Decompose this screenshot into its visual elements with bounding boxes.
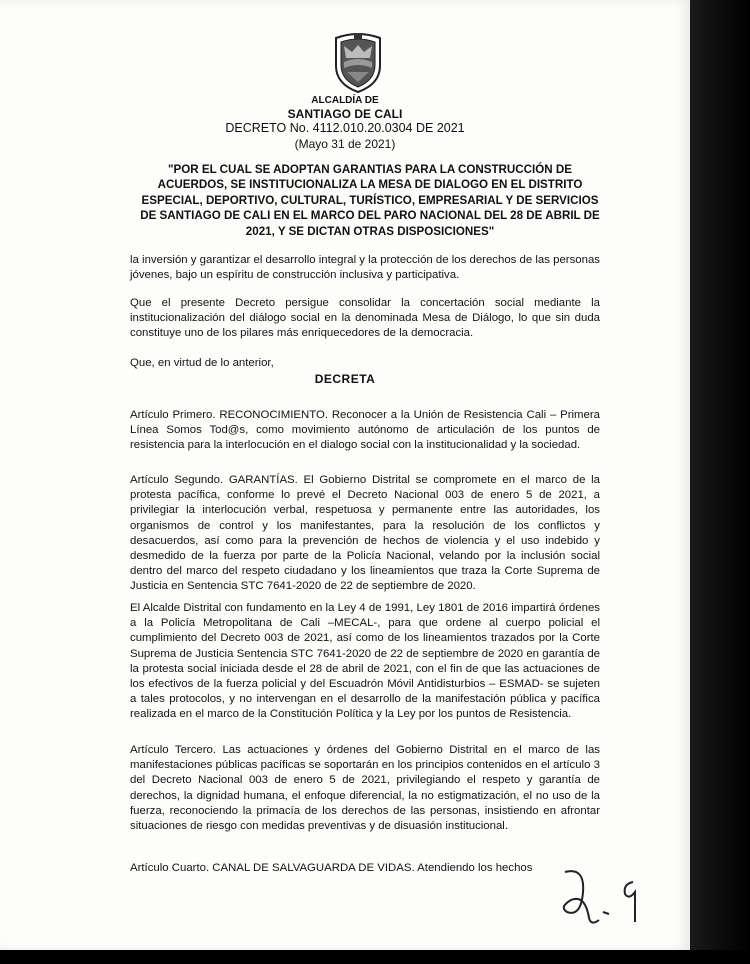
coat-of-arms-icon bbox=[332, 32, 384, 94]
article-first: Artículo Primero. RECONOCIMIENTO. Reconocer a la Unión de Resistencia Cali – Primera Línea Somos Tod@s, como movimiento autónomo de articulación de los puntos de resistencia para la interlocución en el dialogo social con la institucionalidad y la sociedad. bbox=[130, 409, 600, 452]
article-third: Artículo Tercero. Las actuaciones y órdenes del Gobierno Distrital en el marco de las manifestaciones públicas pacíficas se soportarán en los principios contenidos en el artículo 3 del Decreto Nacional 003 de enero 5 de 2021, privilegiando el respeto y garantía de derechos, la dignidad humana, el enfoque diferencial, la no estigmatización, el no uso de la fuerza, reconociendo la primacía de los derechos de las personas, insistiendo en afrontar situaciones de riesgo con medidas preventivas y de disuasión institucional. bbox=[130, 744, 600, 833]
handwritten-signature bbox=[555, 862, 655, 932]
city-name: SANTIAGO DE CALI bbox=[287, 107, 403, 121]
paragraph-investment: la inversión y garantizar el desarrollo integral y la protección de los derechos de las personas jóvenes, bajo un espíritu de construcción inclusiva y participativa. bbox=[130, 254, 600, 282]
article-second: Artículo Segundo. GARANTÍAS. El Gobierno Distrital se compromete en el marco de la protesta pacífica, conforme lo prevé el Decreto Nacional 003 de enero 5 de 2021, a privilegiar la interlocución verbal, respetuosa y permanente entre las autoridades, los organismos de control y los manifestantes, para la resolución de los conflictos y desacuerdos, así como para la prevención de hechos de violencia y el uso indebido y desmedido de la fuerza por parte de la Policía Nacional, velando por la inclusión social dentro del marco del respeto ciudadano y los lineamientos que traza la Corte Suprema de Justicia en Sentencia STC 7641-2020 de 22 de septiembre de 2020. bbox=[130, 474, 600, 593]
paragraph-mayor-orders: El Alcalde Distrital con fundamento en la Ley 4 de 1991, Ley 1801 de 2016 impartirá órdenes a la Policía Metropolitana de Cali –MECAL-, para que ordene al cuerpo policial el cumplimiento del Decreto 003 de 2021, así como de los lineamientos trazados por la Corte Suprema de Justicia Sentencia STC 7641-2020 de 22 de septiembre de 2020 en garantía de la protesta social iniciada desde el 28 de abril de 2021, con el fin de que las actuaciones de los efectivos de la fuerza policial y del Escuadrón Móvil Antidisturbios – ESMAD- se sujeten a tales protocolos, y no intervengan en el desarrollo de la manifestación pública y pacífica realizada en el marco de la Constitución Política y la Ley por los puntos de Resistencia. bbox=[130, 602, 600, 721]
municipality-line: ALCALDÍA DE bbox=[311, 95, 379, 106]
paragraph-whereas: Que, en virtud de lo anterior, bbox=[130, 357, 274, 369]
decree-title: "POR EL CUAL SE ADOPTAN GARANTIAS PARA LA CONSTRUCCIÓN DE ACUERDOS, SE INSTITUCIONALIZA LA MESA DE DIALOGO EN EL DISTRITO ESPECIAL, DEPORTIVO, CULTURAL, TURÍSTICO, EMPRESARIAL Y DE SERVICIOS DE SANTIAGO DE CALI EN EL MARCO DEL PARO NACIONAL DEL 28 DE ABRIL DE 2021, Y SE DICTAN OTRAS DISPOSICIONES" bbox=[140, 163, 600, 238]
background-strip bbox=[690, 0, 750, 950]
decree-date: (Mayo 31 de 2021) bbox=[294, 137, 396, 151]
decree-number: DECRETO No. 4112.010.20.0304 DE 2021 bbox=[225, 121, 465, 135]
background-strip-bottom bbox=[0, 950, 750, 964]
article-fourth: Artículo Cuarto. CANAL DE SALVAGUARDA DE VIDAS. Atendiendo los hechos bbox=[130, 862, 533, 874]
decreta-heading: DECRETA bbox=[314, 372, 376, 386]
paragraph-concertation: Que el presente Decreto persigue consolidar la concertación social mediante la institucionalización del diálogo social en la denominada Mesa de Diálogo, lo que sin duda constituye uno de los pilares más enriquecedores de la democracia. bbox=[130, 297, 600, 340]
